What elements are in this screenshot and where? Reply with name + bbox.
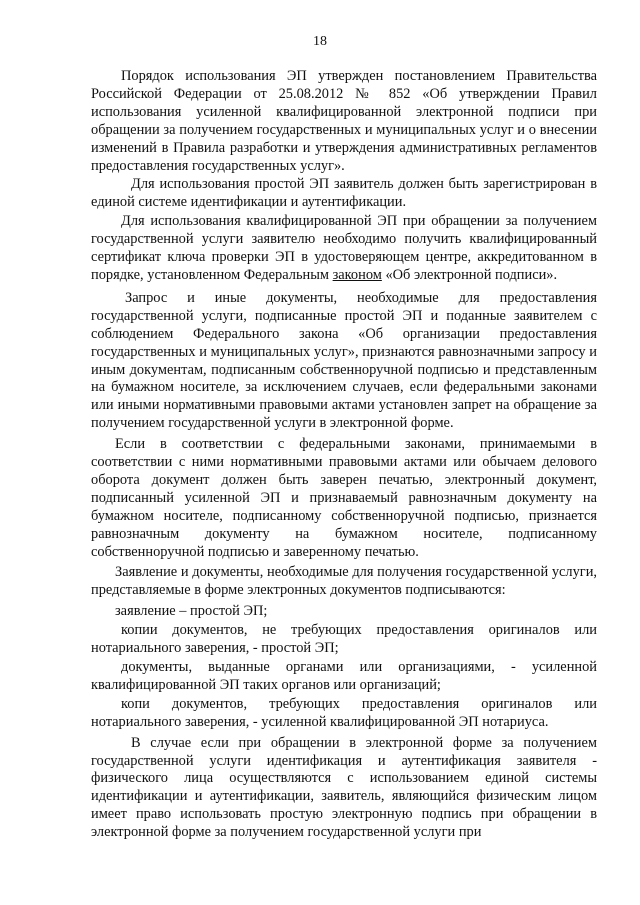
paragraph-identification-case: В случае если при обращении в электронной форме за получением государственной услуги идентификация и аутентификация заявителя - физического лица осуществляются с использованием единой системы идентификации и аутентификации, заявитель, являющийся физическим лицом имеет право использовать простую электронную подпись при обращении в электронной форме за получением государственной услуги при — [91, 734, 597, 841]
paragraph-text-after-link: «Об электронной подписи». — [381, 266, 558, 283]
paragraph-text-before-link: Для использования квалифицированной ЭП при обращении за получением государственной услуги заявителю необходимо получить квалифицированный сертификат ключа проверки ЭП в удостоверяющем центре, аккредитованном в порядке, установленном Федеральным — [91, 213, 597, 283]
paragraph-qualified-esign-certificate — [91, 213, 597, 285]
list-item-application: заявление – простой ЭП; — [115, 603, 268, 620]
list-item-document-copies: копии документов, не требующих предоставления оригиналов или нотариального заверения, - простой ЭП; — [91, 622, 597, 657]
federal-law-link[interactable]: законом — [332, 266, 382, 283]
list-item-notarized-copies: копи документов, требующих предоставления оригиналов или нотариального заверения, - усиленной квалифицированной ЭП нотариуса. — [91, 695, 597, 730]
paragraph-request-equivalence: Запрос и иные документы, необходимые для предоставления государственной услуги, подписанные простой ЭП и поданные заявителем с соблюдением Федерального закона «Об организации предоставления государственных и муниципальных услуг», признаются равнозначными запросу и иным документам, подписанным собственноручной подписью и представленным на бумажном носителе, за исключением случаев, если федеральными законами или иными нормативными правовыми актами установлен запрет на обращение за получением государственной услуги в электронной форме. — [91, 289, 597, 432]
document-body — [91, 68, 597, 842]
paragraph-signing-rules-intro: Заявление и документы, необходимые для получения государственной услуги, представляемые в форме электронных документов подписываются: — [91, 564, 597, 599]
paragraph-simple-esign-registration: Для использования простой ЭП заявитель должен быть зарегистрирован в единой системе идентификации и аутентификации. — [91, 176, 597, 211]
page-number: 18 — [313, 34, 327, 49]
list-item-issued-documents: документы, выданные органами или организациями, - усиленной квалифицированной ЭП таких органов или организаций; — [91, 659, 597, 693]
paragraph-esign-procedure: Порядок использования ЭП утвержден постановлением Правительства Российской Федерации от 25.08.2012 № 852 «Об утверждении Правил использования усиленной квалифицированной электронной подписи при обращении за получением государственных и муниципальных услуг и о внесении изменений в Правила разработки и утверждения административных регламентов предоставления государственных услуг». — [91, 68, 597, 174]
paragraph-seal-equivalence: Если в соответствии с федеральными законами, принимаемыми в соответствии с ними нормативными правовыми актами или обычаем делового оборота документ должен быть заверен печатью, электронный документ, подписанный усиленной ЭП и признаваемый равнозначным документу на бумажном носителе, подписанному собственноручной подписью, признается равнозначным документу на бумажном носителе, подписанному собственноручной подписью и заверенному печатью. — [91, 436, 597, 560]
